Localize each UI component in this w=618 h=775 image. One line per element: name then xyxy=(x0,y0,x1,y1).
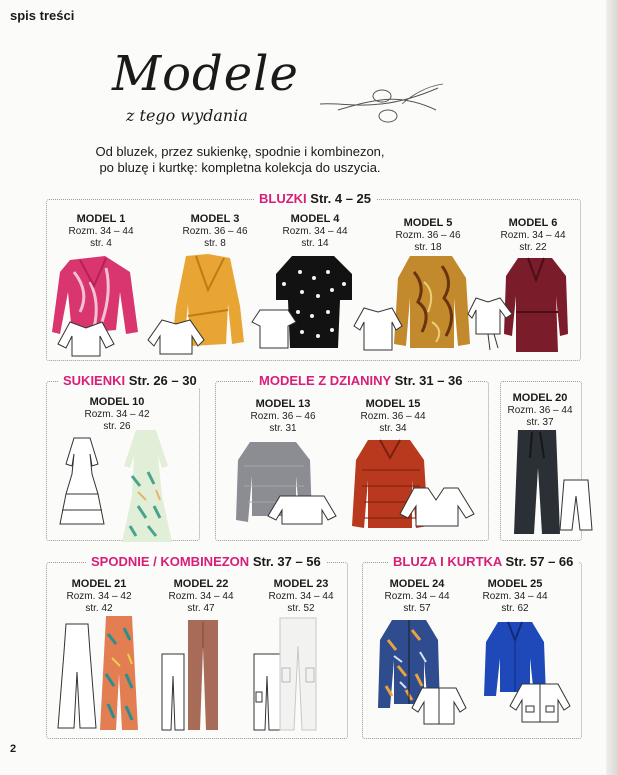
section-title-bluza: BLUZA I KURTKA Str. 57 – 66 xyxy=(388,554,578,569)
model-name: MODEL 21 xyxy=(71,578,127,590)
model-card[interactable] xyxy=(54,578,144,615)
model-page: str. 47 xyxy=(187,603,215,614)
model-22-sketch xyxy=(160,652,186,732)
model-name: MODEL 4 xyxy=(290,213,340,225)
model-size: Rozm. 36 – 46 xyxy=(182,226,248,237)
model-page: str. 22 xyxy=(519,242,547,253)
section-title-sukienki: SUKIENKI Str. 26 – 30 xyxy=(58,373,202,388)
model-1-sketch xyxy=(56,318,116,360)
model-size: Rozm. 34 – 44 xyxy=(268,591,334,602)
model-page: str. 18 xyxy=(414,242,442,253)
model-name: MODEL 6 xyxy=(508,217,558,229)
model-name: MODEL 25 xyxy=(487,578,543,590)
model-name: MODEL 10 xyxy=(89,396,145,408)
model-21-sketch xyxy=(56,622,98,732)
model-page: str. 52 xyxy=(287,603,315,614)
scissors-icon xyxy=(318,74,448,134)
model-13-sketch xyxy=(266,492,338,528)
model-size: Rozm. 36 – 44 xyxy=(507,405,573,416)
page-number: 2 xyxy=(10,743,17,755)
page-title: Modele xyxy=(112,46,299,102)
model-name: MODEL 3 xyxy=(190,213,240,225)
model-name: MODEL 22 xyxy=(173,578,229,590)
model-name: MODEL 24 xyxy=(389,578,445,590)
model-20-sketch xyxy=(560,476,594,534)
model-page: str. 34 xyxy=(379,423,407,434)
model-page: str. 4 xyxy=(90,238,112,249)
model-page: str. 62 xyxy=(501,603,529,614)
model-page: str. 42 xyxy=(85,603,113,614)
model-name: MODEL 1 xyxy=(76,213,126,225)
model-size: Rozm. 34 – 44 xyxy=(384,591,450,602)
model-card[interactable] xyxy=(348,398,438,435)
model-size: Rozm. 34 – 44 xyxy=(68,226,134,237)
page-spine xyxy=(606,0,618,775)
model-card[interactable] xyxy=(238,398,328,435)
model-23-photo xyxy=(278,616,318,732)
model-page: str. 26 xyxy=(103,421,131,432)
model-4-sketch xyxy=(250,306,298,352)
model-card[interactable] xyxy=(56,213,146,250)
model-size: Rozm. 34 – 44 xyxy=(482,591,548,602)
model-size: Rozm. 34 – 44 xyxy=(168,591,234,602)
model-size: Rozm. 34 – 44 xyxy=(500,230,566,241)
section-title-bluzki: BLUZKI Str. 4 – 25 xyxy=(254,191,376,206)
model-card[interactable] xyxy=(270,213,360,250)
model-24-sketch xyxy=(410,684,468,728)
model-5-photo xyxy=(392,252,472,352)
section-title-spodnie: SPODNIE / KOMBINEZON Str. 37 – 56 xyxy=(86,554,326,569)
model-name: MODEL 5 xyxy=(403,217,453,229)
model-card[interactable] xyxy=(372,578,462,615)
model-size: Rozm. 34 – 42 xyxy=(66,591,132,602)
model-page: str. 37 xyxy=(526,417,554,428)
model-6-sketch xyxy=(466,294,514,352)
model-card[interactable] xyxy=(156,578,246,615)
model-card[interactable] xyxy=(470,578,560,615)
intro-line-1: Od bluzek, przez sukienkę, spodnie i kombinezon, xyxy=(95,144,385,159)
model-card[interactable] xyxy=(256,578,346,615)
model-page: str. 57 xyxy=(403,603,431,614)
model-size: Rozm. 36 – 46 xyxy=(250,411,316,422)
section-title-dzianiny: MODELE Z DZIANINY Str. 31 – 36 xyxy=(254,373,468,388)
model-card[interactable] xyxy=(488,217,578,254)
model-size: Rozm. 36 – 46 xyxy=(395,230,461,241)
page-subtitle: z tego wydania xyxy=(126,106,248,125)
intro-line-2: po bluzę i kurtkę: kompletna kolekcja do uszycia. xyxy=(99,160,381,175)
model-card[interactable] xyxy=(170,213,260,250)
model-10-photo xyxy=(118,426,174,546)
model-name: MODEL 20 xyxy=(512,392,568,404)
model-card[interactable] xyxy=(383,217,473,254)
model-size: Rozm. 34 – 44 xyxy=(282,226,348,237)
model-3-sketch xyxy=(148,316,206,358)
model-page: str. 14 xyxy=(301,238,329,249)
model-21-photo xyxy=(98,614,140,734)
model-size: Rozm. 34 – 42 xyxy=(84,409,150,420)
model-25-sketch xyxy=(508,680,572,726)
model-name: MODEL 13 xyxy=(255,398,311,410)
model-size: Rozm. 36 – 44 xyxy=(360,411,426,422)
section-header: spis treści xyxy=(10,8,75,23)
model-5-sketch xyxy=(352,304,404,354)
model-page: str. 8 xyxy=(204,238,226,249)
model-name: MODEL 23 xyxy=(273,578,329,590)
model-15-sketch xyxy=(398,484,476,530)
model-10-sketch xyxy=(54,434,110,532)
model-20-photo xyxy=(512,428,562,538)
model-card[interactable] xyxy=(500,392,580,429)
model-name: MODEL 15 xyxy=(365,398,421,410)
model-22-photo xyxy=(186,618,220,732)
model-page: str. 31 xyxy=(269,423,297,434)
